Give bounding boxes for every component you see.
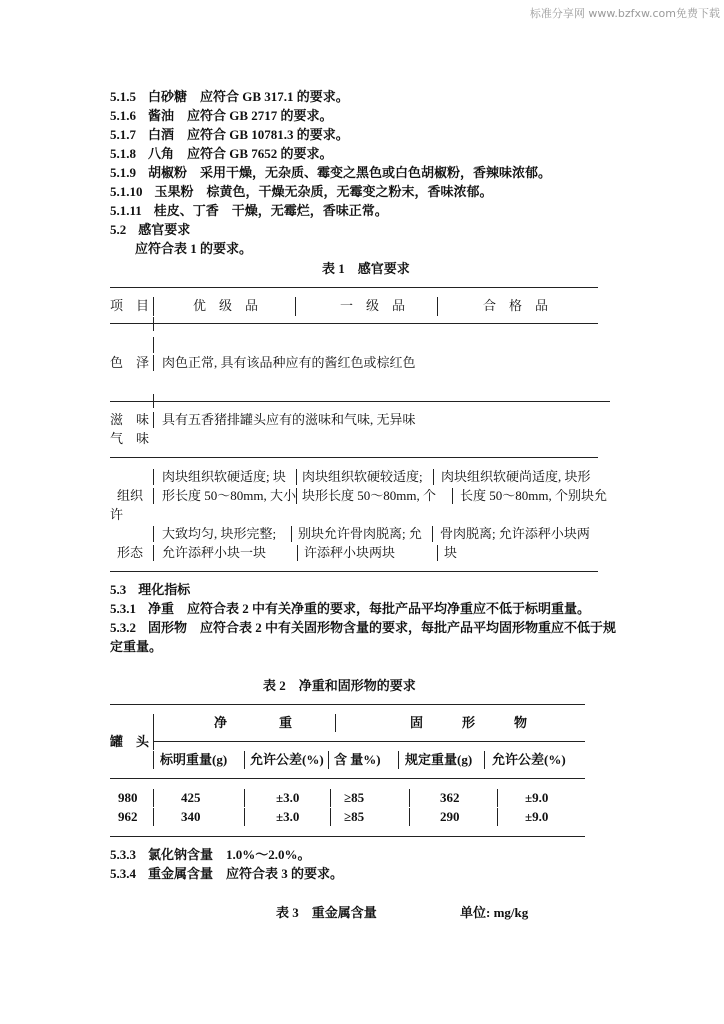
column-separator bbox=[153, 526, 154, 542]
clause-5-1-7 bbox=[110, 127, 349, 143]
table1-header-first-grade: 一 级 品 bbox=[340, 298, 406, 313]
table-rule bbox=[110, 704, 585, 705]
clause-5-1-11 bbox=[110, 203, 388, 219]
table2-cell-labeled-weight: 340 bbox=[181, 809, 201, 824]
table1-cell-texture-premium: 允许添秤小块一块 bbox=[162, 545, 267, 560]
table1-row-label-color: 色 泽 bbox=[110, 355, 150, 370]
table2-cell-specified-weight: 362 bbox=[440, 790, 460, 805]
table1-cell-texture-first-grade: 别块允许骨肉脱离; 允 bbox=[298, 526, 422, 541]
clause-text: 酱油 应符合 GB 2717 的要求。 bbox=[148, 108, 333, 123]
clause-text: 八角 应符合 GB 7652 的要求。 bbox=[148, 146, 333, 161]
table1-cell-texture-premium: 肉块组织软硬适度; 块 bbox=[162, 469, 286, 484]
column-separator bbox=[437, 545, 438, 561]
column-separator bbox=[153, 297, 154, 316]
table2-cell-specified-weight: 290 bbox=[440, 809, 460, 824]
table2-cell-solids-tolerance: ±9.0 bbox=[525, 809, 549, 824]
table1-caption: 表 1 感官要求 bbox=[322, 261, 410, 276]
column-separator bbox=[484, 751, 485, 769]
clause-5-1-10 bbox=[110, 184, 493, 200]
table1-row-label-odor: 气 味 bbox=[110, 431, 150, 446]
table1-cell-texture-first-grade: 许添秤小块两块 bbox=[304, 545, 396, 560]
table1-cell-texture-first-grade: 块形长度 50～80mm, 个 bbox=[302, 488, 436, 503]
column-separator bbox=[291, 526, 292, 542]
column-separator bbox=[153, 394, 154, 408]
section-number: 5.2 bbox=[110, 222, 127, 237]
table-rule bbox=[110, 571, 598, 572]
table2-cell-can: 962 bbox=[118, 809, 138, 824]
watermark: 标准分享网 www.bzfxw.com免费下载 bbox=[529, 7, 720, 20]
table-rule bbox=[110, 778, 585, 779]
column-separator bbox=[153, 714, 154, 732]
clause-text: 白酒 应符合 GB 10781.3 的要求。 bbox=[148, 127, 349, 142]
section-heading-physchem bbox=[110, 582, 190, 598]
clause-text: 净重 应符合表 2 中有关净重的要求，每批产品平均净重应不低于标明重量。 bbox=[148, 601, 591, 616]
column-separator bbox=[153, 808, 154, 826]
column-separator bbox=[153, 751, 154, 769]
column-separator bbox=[153, 337, 154, 353]
table-rule bbox=[110, 287, 598, 288]
clause-5-3-4 bbox=[110, 866, 343, 882]
table2-col-labeled-weight: 标明重量(g) bbox=[160, 752, 228, 767]
clause-number: 5.3.1 bbox=[110, 601, 136, 616]
clause-number: 5.1.10 bbox=[110, 184, 143, 199]
clause-5-3-2-continued: 定重量。 bbox=[110, 639, 163, 654]
table1-cell-texture-qualified: 许 bbox=[110, 507, 124, 522]
table2-col-content: 含 量%) bbox=[334, 752, 381, 767]
column-separator bbox=[330, 789, 331, 807]
column-separator bbox=[433, 469, 434, 485]
table3-unit: 单位: mg/kg bbox=[460, 905, 529, 920]
clause-number: 5.1.9 bbox=[110, 165, 136, 180]
column-separator bbox=[497, 808, 498, 826]
table-rule bbox=[153, 741, 585, 742]
table2-cell-solids-tolerance: ±9.0 bbox=[525, 790, 549, 805]
clause-number: 5.1.11 bbox=[110, 203, 142, 218]
table2-col-specified-weight: 规定重量(g) bbox=[405, 752, 473, 767]
clause-5-3-1 bbox=[110, 601, 590, 617]
table1-cell-texture-premium: 形长度 50～80mm, 大小 bbox=[162, 488, 296, 503]
column-separator bbox=[437, 297, 438, 316]
table1-cell-texture-qualified: 块 bbox=[444, 545, 458, 560]
table1-cell-texture-qualified: 骨肉脱离; 允许添秤小块两 bbox=[440, 526, 590, 541]
table2-cell-content: ≥85 bbox=[344, 809, 365, 824]
section-number: 5.3 bbox=[110, 582, 127, 597]
column-separator bbox=[296, 488, 297, 504]
column-separator bbox=[153, 469, 154, 485]
section-title: 感官要求 bbox=[138, 222, 191, 237]
column-separator bbox=[335, 714, 336, 732]
table1-row-label-taste: 滋 味 bbox=[110, 412, 150, 427]
clause-text: 重金属含量 应符合表 3 的要求。 bbox=[148, 866, 344, 881]
column-separator bbox=[153, 732, 154, 750]
clause-number: 5.3.2 bbox=[110, 620, 136, 635]
column-separator bbox=[153, 355, 154, 371]
clause-text: 胡椒粉 采用干燥，无杂质、霉变之黑色或白色胡椒粉，香辣味浓郁。 bbox=[148, 165, 552, 180]
clause-number: 5.1.5 bbox=[110, 89, 136, 104]
clause-text: 玉果粉 棕黄色，干燥无杂质，无霉变之粉末，香味浓郁。 bbox=[154, 184, 493, 199]
table1-row-label-form: 形态 bbox=[117, 545, 144, 560]
table3-caption: 表 3 重金属含量 bbox=[276, 905, 377, 920]
column-separator bbox=[153, 545, 154, 561]
clause-number: 5.3.4 bbox=[110, 866, 136, 881]
table-rule bbox=[110, 401, 610, 402]
column-separator bbox=[398, 751, 399, 769]
section-title: 理化指标 bbox=[138, 582, 191, 597]
table2-col-solids-tolerance: 允许公差(%) bbox=[492, 752, 566, 767]
table1-cell-texture-qualified: 长度 50～80mm, 个别块允 bbox=[460, 488, 607, 503]
column-separator bbox=[153, 488, 154, 504]
clause-5-3-3 bbox=[110, 847, 311, 863]
table-rule bbox=[110, 836, 585, 837]
column-separator bbox=[244, 789, 245, 807]
table1-cell-taste: 具有五香猪排罐头应有的滋味和气味, 无异味 bbox=[162, 412, 416, 427]
table2-row-header: 罐 头 bbox=[110, 734, 150, 749]
table2-group-solids: 固 形 物 bbox=[410, 715, 528, 730]
column-separator bbox=[297, 545, 298, 561]
table2-caption: 表 2 净重和固形物的要求 bbox=[263, 678, 416, 693]
table1-cell-texture-first-grade: 肉块组织软硬较适度; bbox=[302, 469, 423, 484]
column-separator bbox=[153, 789, 154, 807]
column-separator bbox=[330, 808, 331, 826]
column-separator bbox=[409, 808, 410, 826]
table2-cell-net-tolerance: ±3.0 bbox=[276, 790, 300, 805]
table2-col-net-tolerance: 允许公差(%) bbox=[250, 752, 324, 767]
clause-5-1-5 bbox=[110, 89, 349, 105]
table2-group-net-weight: 净 重 bbox=[214, 715, 293, 730]
clause-text: 氯化钠含量 1.0%～2.0%。 bbox=[148, 847, 311, 862]
clause-5-1-6 bbox=[110, 108, 333, 124]
table2-cell-can: 980 bbox=[118, 790, 138, 805]
column-separator bbox=[452, 488, 453, 504]
clause-5-1-9 bbox=[110, 165, 551, 181]
section-heading-sensory bbox=[110, 222, 190, 238]
column-separator bbox=[497, 789, 498, 807]
column-separator bbox=[153, 317, 154, 331]
column-separator bbox=[153, 412, 154, 428]
column-separator bbox=[432, 526, 433, 542]
clause-5-3-2 bbox=[110, 620, 616, 636]
clause-text: 桂皮、丁香 干燥，无霉烂，香味正常。 bbox=[153, 203, 388, 218]
table2-cell-content: ≥85 bbox=[344, 790, 365, 805]
table1-header-premium: 优 级 品 bbox=[193, 298, 259, 313]
table2-cell-labeled-weight: 425 bbox=[181, 790, 201, 805]
sensory-note: 应符合表 1 的要求。 bbox=[135, 241, 253, 256]
table1-cell-texture-premium: 大致均匀, 块形完整; bbox=[162, 526, 277, 541]
table1-row-label-texture: 组织 bbox=[117, 488, 144, 503]
column-separator bbox=[295, 297, 296, 316]
clause-text: 白砂糖 应符合 GB 317.1 的要求。 bbox=[148, 89, 349, 104]
column-separator bbox=[328, 751, 329, 769]
table2-cell-net-tolerance: ±3.0 bbox=[276, 809, 300, 824]
clause-number: 5.1.6 bbox=[110, 108, 136, 123]
table1-header-qualified: 合 格 品 bbox=[483, 298, 549, 313]
clause-number: 5.1.8 bbox=[110, 146, 136, 161]
table-rule bbox=[110, 323, 598, 324]
column-separator bbox=[244, 808, 245, 826]
clause-5-1-8 bbox=[110, 146, 333, 162]
column-separator bbox=[409, 789, 410, 807]
table1-cell-texture-qualified: 肉块组织软硬尚适度, 块形 bbox=[441, 469, 591, 484]
table1-cell-color: 肉色正常, 具有该品种应有的酱红色或棕红色 bbox=[162, 355, 416, 370]
clause-number: 5.3.3 bbox=[110, 847, 136, 862]
clause-number: 5.1.7 bbox=[110, 127, 136, 142]
table1-header-item: 项 目 bbox=[110, 298, 150, 313]
table-rule bbox=[110, 457, 598, 458]
column-separator bbox=[296, 469, 297, 485]
clause-text: 固形物 应符合表 2 中有关固形物含量的要求，每批产品平均固形物重应不低于规 bbox=[148, 620, 617, 635]
column-separator bbox=[244, 751, 245, 769]
